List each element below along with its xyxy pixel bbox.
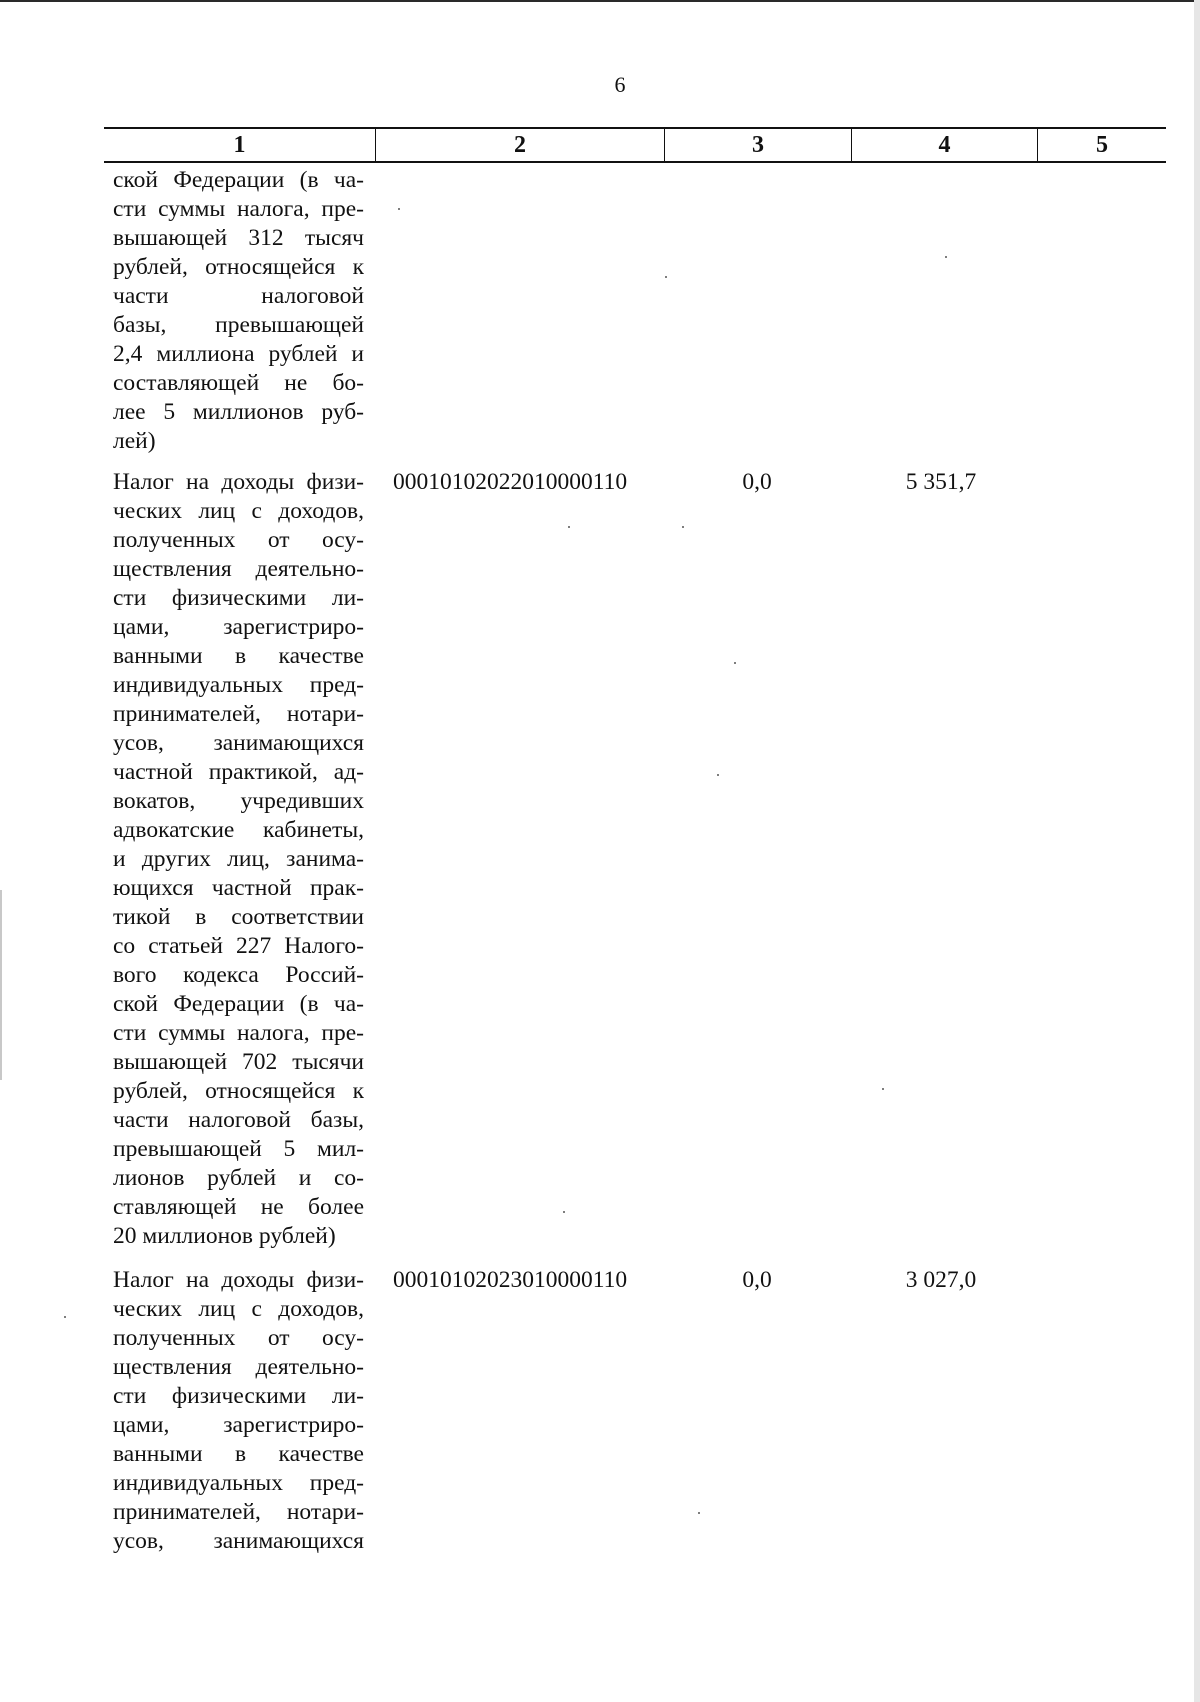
table-header bbox=[104, 127, 1166, 163]
text-line: ской Федерации (в ча- bbox=[113, 991, 364, 1017]
text-line: тикой в соответствии bbox=[113, 904, 364, 930]
text-line: лионов рублей и со- bbox=[113, 1165, 364, 1191]
row-3-col4-value: 3 027,0 bbox=[905, 1267, 977, 1293]
column-header-3: 3 bbox=[664, 129, 851, 161]
scan-speck bbox=[945, 256, 947, 258]
text-line: со статьей 227 Налого- bbox=[113, 933, 364, 959]
page-number: 6 bbox=[614, 72, 626, 97]
text-line: рублей, относящейся к bbox=[113, 1078, 364, 1104]
scan-speck bbox=[665, 276, 667, 278]
text-line: 20 миллионов рублей) bbox=[113, 1223, 336, 1249]
text-line: сти суммы налога, пре- bbox=[113, 1020, 364, 1046]
scan-speck bbox=[734, 662, 736, 664]
scan-speck bbox=[717, 774, 719, 776]
text-line: части налоговой bbox=[113, 283, 364, 309]
text-line: индивидуальных пред- bbox=[113, 1470, 364, 1496]
text-line: ской Федерации (в ча- bbox=[113, 167, 364, 193]
text-line: ществления деятельно- bbox=[113, 1354, 364, 1380]
scan-speck bbox=[698, 1512, 700, 1514]
text-line: принимателей, нотари- bbox=[113, 701, 364, 727]
text-line: вокатов, учредивших bbox=[113, 788, 364, 814]
row-2-code: 00010102022010000110 bbox=[393, 469, 628, 495]
text-line: ющихся частной прак- bbox=[113, 875, 364, 901]
text-line: лее 5 миллионов руб- bbox=[113, 399, 364, 425]
text-line: цами, зарегистриро- bbox=[113, 614, 364, 640]
column-header-4: 4 bbox=[851, 129, 1037, 161]
text-line: 2,4 миллиона рублей и bbox=[113, 341, 364, 367]
text-line: ществления деятельно- bbox=[113, 556, 364, 582]
scan-edge-right bbox=[1194, 0, 1200, 1702]
text-line: полученных от осу- bbox=[113, 527, 364, 553]
scan-speck bbox=[682, 526, 684, 528]
scan-speck bbox=[882, 1088, 884, 1090]
text-line: индивидуальных пред- bbox=[113, 672, 364, 698]
row-3-description bbox=[113, 1266, 364, 1556]
text-line: составляющей не бо- bbox=[113, 370, 364, 396]
row-3-code: 00010102023010000110 bbox=[393, 1267, 628, 1293]
text-line: вышающей 702 тысячи bbox=[113, 1049, 364, 1075]
text-line: ванными в качестве bbox=[113, 1441, 364, 1467]
text-line: ставляющей не более bbox=[113, 1194, 364, 1220]
text-line: превышающей 5 мил- bbox=[113, 1136, 364, 1162]
column-header-1: 1 bbox=[233, 132, 246, 158]
row-2-col4-value: 5 351,7 bbox=[905, 469, 977, 495]
scan-speck bbox=[64, 1316, 66, 1318]
text-line: частной практикой, ад- bbox=[113, 759, 364, 785]
text-line: сти физическими ли- bbox=[113, 585, 364, 611]
scan-speck bbox=[563, 1211, 565, 1213]
text-line: ческих лиц с доходов, bbox=[113, 498, 364, 524]
text-line: вого кодекса Россий- bbox=[113, 962, 364, 988]
text-line: лей) bbox=[113, 428, 156, 454]
column-header-2: 2 bbox=[375, 129, 664, 161]
row-1-description bbox=[113, 166, 364, 456]
text-line: принимателей, нотари- bbox=[113, 1499, 364, 1525]
row-2-col3-value: 0,0 bbox=[742, 469, 772, 495]
row-3-col3-value: 0,0 bbox=[742, 1267, 772, 1293]
text-line: части налоговой базы, bbox=[113, 1107, 364, 1133]
text-line: вышающей 312 тысяч bbox=[113, 225, 364, 251]
text-line: усов, занимающихся bbox=[113, 730, 364, 756]
text-line: адвокатские кабинеты, bbox=[113, 817, 364, 843]
text-line: сти суммы налога, пре- bbox=[113, 196, 364, 222]
row-2-description bbox=[113, 468, 364, 1251]
scan-edge-left bbox=[0, 890, 2, 1080]
text-line: усов, занимающихся bbox=[113, 1528, 364, 1554]
text-line: сти физическими ли- bbox=[113, 1383, 364, 1409]
text-line: рублей, относящейся к bbox=[113, 254, 364, 280]
scan-edge-top bbox=[0, 0, 1200, 2]
text-line: полученных от осу- bbox=[113, 1325, 364, 1351]
text-line: ческих лиц с доходов, bbox=[113, 1296, 364, 1322]
text-line: базы, превышающей bbox=[113, 312, 364, 338]
scan-speck bbox=[568, 526, 570, 528]
text-line: и других лиц, занима- bbox=[113, 846, 364, 872]
text-line: Налог на доходы физи- bbox=[113, 1267, 364, 1293]
column-header-5: 5 bbox=[1037, 129, 1166, 161]
scan-speck bbox=[398, 208, 400, 210]
text-line: цами, зарегистриро- bbox=[113, 1412, 364, 1438]
text-line: Налог на доходы физи- bbox=[113, 469, 364, 495]
text-line: ванными в качестве bbox=[113, 643, 364, 669]
